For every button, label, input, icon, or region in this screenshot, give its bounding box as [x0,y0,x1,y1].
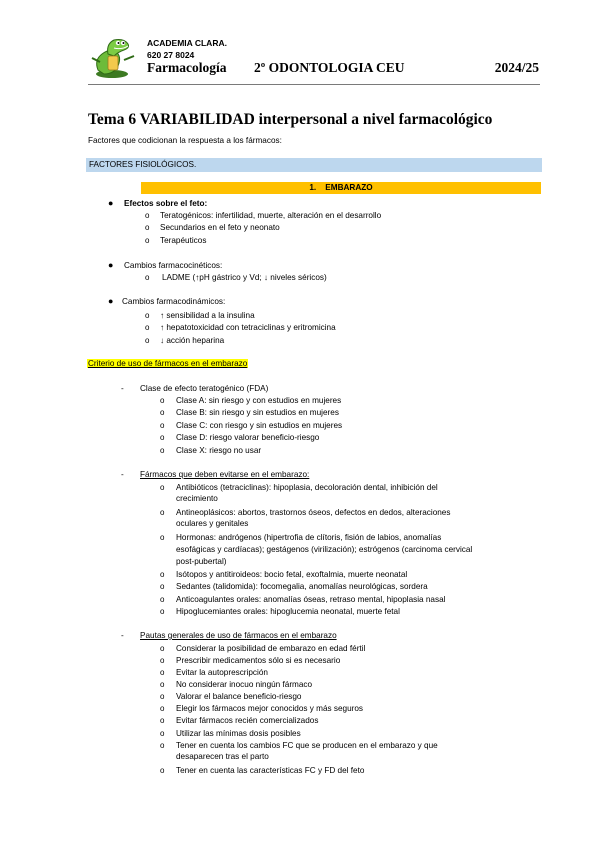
hollow-bullet-icon: o [160,644,165,653]
list-item: ↑ sensibilidad a la insulina [160,311,255,320]
list-item: LADME (↑pH gástrico y Vd; ↓ niveles séricos) [162,273,327,282]
hollow-bullet-icon: o [145,236,150,245]
list-item: Clase C: con riesgo y sin estudios en mujeres [176,421,343,430]
header-year: 2024/25 [494,60,539,75]
list-item: Clase X: riesgo no usar [176,446,262,455]
list-item-cont: esofágicas y cardíacas); gestágenos (virilización); estrógenos (carcinoma cervical [176,545,473,554]
hollow-bullet-icon: o [160,396,165,405]
efectos-label: Efectos sobre el feto: [124,199,208,208]
hollow-bullet-icon: o [160,433,165,442]
list-item: Tener en cuenta los cambios FC que se producen en el embarazo y que [176,741,438,750]
list-item: ↑ hepatotoxicidad con tetraciclinas y eritromicina [160,323,336,332]
list-item-cont: post-pubertal) [176,557,227,566]
list-item: Considerar la posibilidad de embarazo en edad fértil [176,644,366,653]
list-item: Elegir los fármacos mejor conocidos y más seguros [176,704,364,713]
list-item: Utilizar las mínimas dosis posibles [176,729,301,738]
list-item: Valorar el balance beneficio-riesgo [176,692,302,701]
criterio-heading-text: Criterio de uso de fármacos en el embarazo [88,359,248,368]
dash-icon: - [121,384,124,393]
hollow-bullet-icon: o [160,607,165,616]
list-item: Prescribir medicamentos sólo si es necesario [176,656,341,665]
dash-icon: - [121,631,124,640]
header-course: 2º ODONTOLOGIA CEU [254,60,405,75]
list-item: Evitar la autoprescripción [176,668,268,677]
hollow-bullet-icon: o [145,323,150,332]
clase-label: Clase de efecto teratogénico (FDA) [140,384,269,393]
farmacocineticos-label: Cambios farmacocinéticos: [124,261,223,270]
hollow-bullet-icon: o [145,223,150,232]
hollow-bullet-icon: o [160,729,165,738]
hollow-bullet-icon: o [160,668,165,677]
list-item: Evitar fármacos recién comercializados [176,716,319,725]
hollow-bullet-icon: o [160,704,165,713]
hollow-bullet-icon: o [160,680,165,689]
list-item: Antibióticos (tetraciclinas): hipoplasia, decoloración dental, inhibición del [176,483,438,492]
list-item: Terapéuticos [160,236,207,245]
list-item-cont: oculares y genitales [176,519,249,528]
bullet-dot-icon: ● [108,296,114,306]
list-item: No considerar inocuo ningún fármaco [176,680,313,689]
header-divider [88,84,540,85]
academy-name: ACADEMIA CLARA. [147,38,227,48]
list-item-cont: crecimiento [176,494,218,503]
hollow-bullet-icon: o [160,716,165,725]
hollow-bullet-icon: o [160,766,165,775]
list-item: Hipoglucemiantes orales: hipoglucemia neonatal, muerte fetal [176,607,400,616]
hollow-bullet-icon: o [160,570,165,579]
hollow-bullet-icon: o [160,508,165,517]
hollow-bullet-icon: o [160,408,165,417]
hollow-bullet-icon: o [160,741,165,750]
list-item: Hormonas: andrógenos (hipertrofia de clítoris, fisión de labios, anomalías [176,533,442,542]
hollow-bullet-icon: o [145,336,150,345]
farmacodinamicos-label: Cambios farmacodinámicos: [122,297,226,306]
bullet-dot-icon: ● [108,198,114,208]
hollow-bullet-icon: o [160,595,165,604]
list-item: Sedantes (talidomida): focomegalia, anomalías neurológicas, sordera [176,582,428,591]
evitar-label: Fármacos que deben evitarse en el embarazo: [140,470,310,479]
list-item: Antineoplásicos: abortos, trastornos óseos, defectos en dedos, alteraciones [176,508,451,517]
list-item: Isótopos y antitiroideos: bocio fetal, exoftalmia, muerte neonatal [176,570,408,579]
list-item: Tener en cuenta las características FC y FD del feto [176,766,365,775]
hollow-bullet-icon: o [145,311,150,320]
crocodile-logo-icon [88,36,138,80]
hollow-bullet-icon: o [160,483,165,492]
section-embarazo-label: 1. EMBARAZO [309,183,373,192]
bullet-dot-icon: ● [108,260,114,270]
hollow-bullet-icon: o [160,656,165,665]
list-item: Clase B: sin riesgo y sin estudios en mujeres [176,408,339,417]
list-item: Clase D: riesgo valorar beneficio-riesgo [176,433,320,442]
list-item-cont: desaparecen tras el parto [176,752,269,761]
list-item: Secundarios en el feto y neonato [160,223,280,232]
list-item: Clase A: sin riesgo y con estudios en mujeres [176,396,342,405]
list-item: Anticoagulantes orales: anomalías óseas, retraso mental, hipoplasia nasal [176,595,446,604]
page-title: Tema 6 VARIABILIDAD interpersonal a nivel farmacológico [88,111,493,128]
list-item: Teratogénicos: infertilidad, muerte, alteración en el desarrollo [160,211,382,220]
academy-phone: 620 27 8024 [147,50,195,60]
page-subtitle: Factores que codicionan la respuesta a los fármacos: [88,136,282,145]
hollow-bullet-icon: o [145,273,150,282]
section-band-physio [86,158,542,172]
hollow-bullet-icon: o [160,533,165,542]
header-subject: Farmacología [147,60,227,75]
hollow-bullet-icon: o [160,421,165,430]
criterio-heading [87,359,248,369]
dash-icon: - [121,470,124,479]
section-physio-label: FACTORES FISIOLÓGICOS. [89,160,197,169]
hollow-bullet-icon: o [160,582,165,591]
hollow-bullet-icon: o [160,692,165,701]
pautas-label: Pautas generales de uso de fármacos en el embarazo [140,631,337,640]
list-item: ↓ acción heparina [160,336,225,345]
hollow-bullet-icon: o [160,446,165,455]
section-band-embarazo [141,182,541,194]
hollow-bullet-icon: o [145,211,150,220]
